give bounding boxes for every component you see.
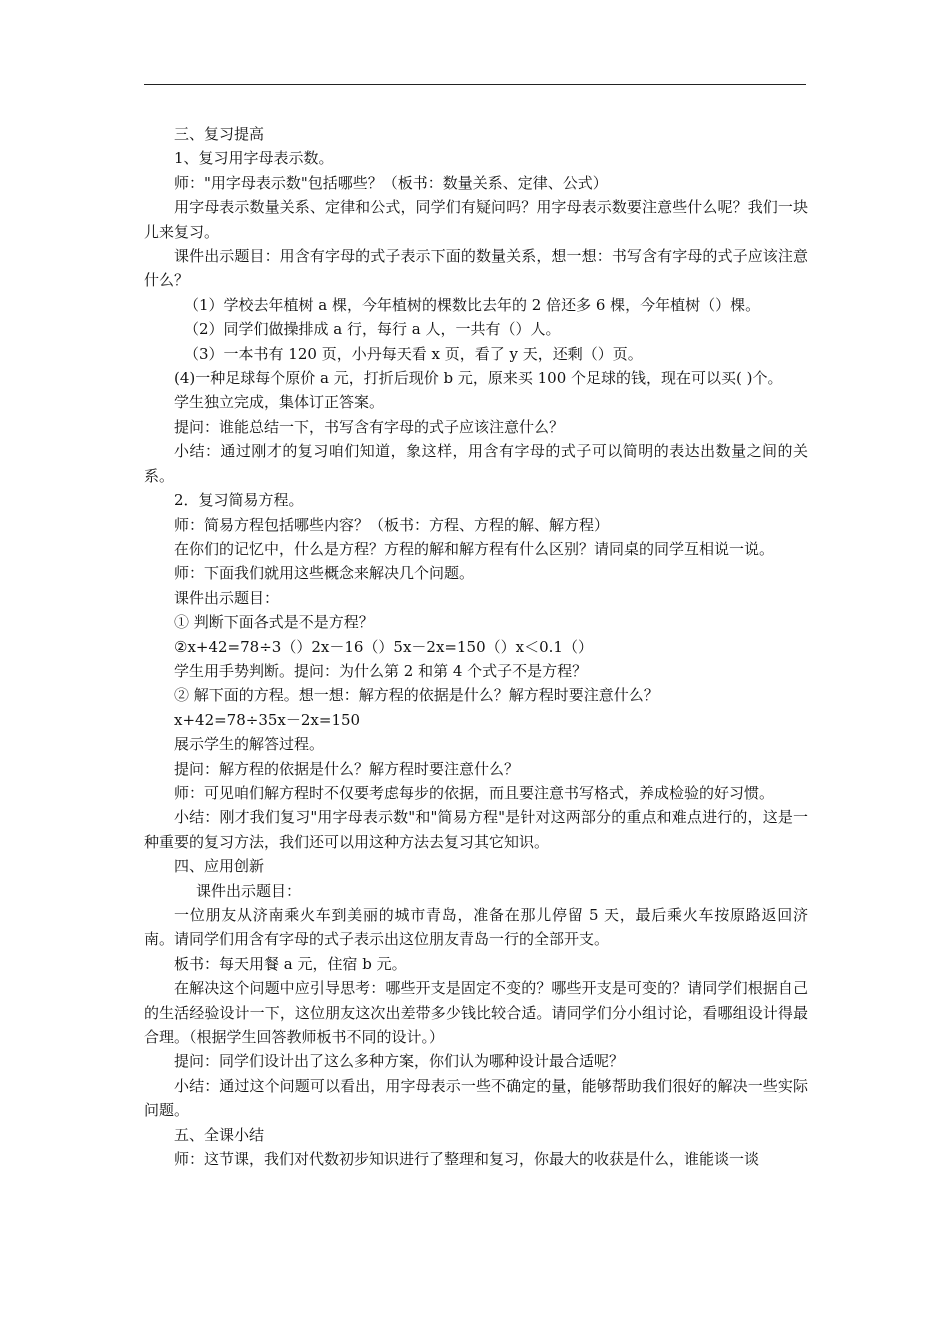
paragraph: 课件出示题目： (196, 881, 302, 900)
section-heading: 四、应用创新 (174, 857, 265, 876)
section-heading: 三、复习提高 (174, 125, 265, 143)
paragraph: 师："用字母表示数"包括哪些？（板书：数量关系、定律、公式） (174, 173, 608, 192)
paragraph: 提问：谁能总结一下，书写含有字母的式子应该注意什么？ (174, 417, 565, 436)
paragraph: 师：这节课，我们对代数初步知识进行了整理和复习，你最大的收获是什么，谁能谈一谈 (174, 1150, 760, 1169)
subsection-heading: 2．复习简易方程。 (174, 491, 304, 510)
paragraph: 小结：通过这个问题可以看出，用字母表示一些不确定的量，能够帮助我们很好的解决一些实际问题。 (144, 1076, 808, 1120)
paragraph: 师：下面我们就用这些概念来解决几个问题。 (174, 564, 475, 583)
paragraph: 学生独立完成，集体订正答案。 (174, 393, 385, 412)
paragraph: 师：简易方程包括哪些内容？（板书：方程、方程的解、解方程） (174, 515, 610, 534)
paragraph: 小结：刚才我们复习"用字母表示数"和"简易方程"是针对这两部分的重点和难点进行的，这是一种重要的复习方法，我们还可以用这种方法去复习其它知识。 (144, 808, 808, 851)
paragraph: 板书：每天用餐 a 元，住宿 b 元。 (174, 954, 407, 973)
exercise-item: ② 解下面的方程。想一想：解方程的依据是什么？解方程时要注意什么？ (174, 686, 659, 705)
paragraph: 提问：同学们设计出了这么多种方案，你们认为哪种设计最合适呢？ (174, 1052, 625, 1071)
section-heading: 五、全课小结 (174, 1125, 265, 1144)
paragraph: 师：可见咱们解方程时不仅要考虑每步的依据，而且要注意书写格式，养成检验的好习惯。 (174, 783, 775, 802)
paragraph: 小结：通过刚才的复习咱们知道，象这样，用含有字母的式子可以简明的表达出数量之间的关系。 (144, 442, 808, 485)
paragraph: 用字母表示数量关系、定律和公式，同学们有疑问吗？用字母表示数要注意些什么呢？我们一块儿来复习。 (144, 198, 808, 241)
exercise-item: ① 判断下面各式是不是方程？ (174, 613, 374, 632)
exercise-item: （2）同学们做操排成 a 行，每行 a 人，一共有（）人。 (184, 320, 561, 339)
header-rule (144, 84, 806, 85)
exercise-item: （1）学校去年植树 a 棵，今年植树的棵数比去年的 2 倍还多 6 棵，今年植树（）棵。 (184, 295, 761, 314)
paragraph: 在解决这个问题中应引导思考：哪些开支是固定不变的？哪些开支是可变的？请同学们根据自己的生活经验设计一下，这位朋友这次出差带多少钱比较合适。请同学们分小组讨论，看哪组设计得最合理。（根据学生回答教师板书不同的设计。） (144, 979, 808, 1047)
paragraph: 课件出示题目： (174, 588, 280, 607)
paragraph: 在你们的记忆中，什么是方程？方程的解和解方程有什么区别？请同桌的同学互相说一说。 (174, 539, 775, 558)
paragraph: 一位朋友从济南乘火车到美丽的城市青岛，准备在那儿停留 5 天，最后乘火车按原路返回济南。请同学们用含有字母的式子表示出这位朋友青岛一行的全部开支。 (144, 906, 808, 949)
paragraph: 课件出示题目：用含有字母的式子表示下面的数量关系，想一想：书写含有字母的式子应该注意什么？ (144, 247, 808, 290)
paragraph: 展示学生的解答过程。 (174, 735, 325, 754)
exercise-item: ②x+42=78÷3（）2x－16（）5x－2x=150（）x＜0.1（） (174, 637, 593, 656)
paragraph: 提问：解方程的依据是什么？解方程时要注意什么？ (174, 759, 520, 778)
subsection-heading: 1、复习用字母表示数。 (174, 149, 334, 168)
exercise-item: （3）一本书有 120 页，小丹每天看 x 页，看了 y 天，还剩（）页。 (184, 344, 643, 363)
exercise-item: (4)一种足球每个原价 a 元，打折后现价 b 元，原来买 100 个足球的钱，现在可以买( )个。 (174, 369, 783, 388)
equation-line: x+42=78÷35x－2x=150 (174, 710, 361, 729)
paragraph: 学生用手势判断。提问：为什么第 2 和第 4 个式子不是方程？ (174, 661, 588, 680)
document-body (144, 122, 808, 1171)
